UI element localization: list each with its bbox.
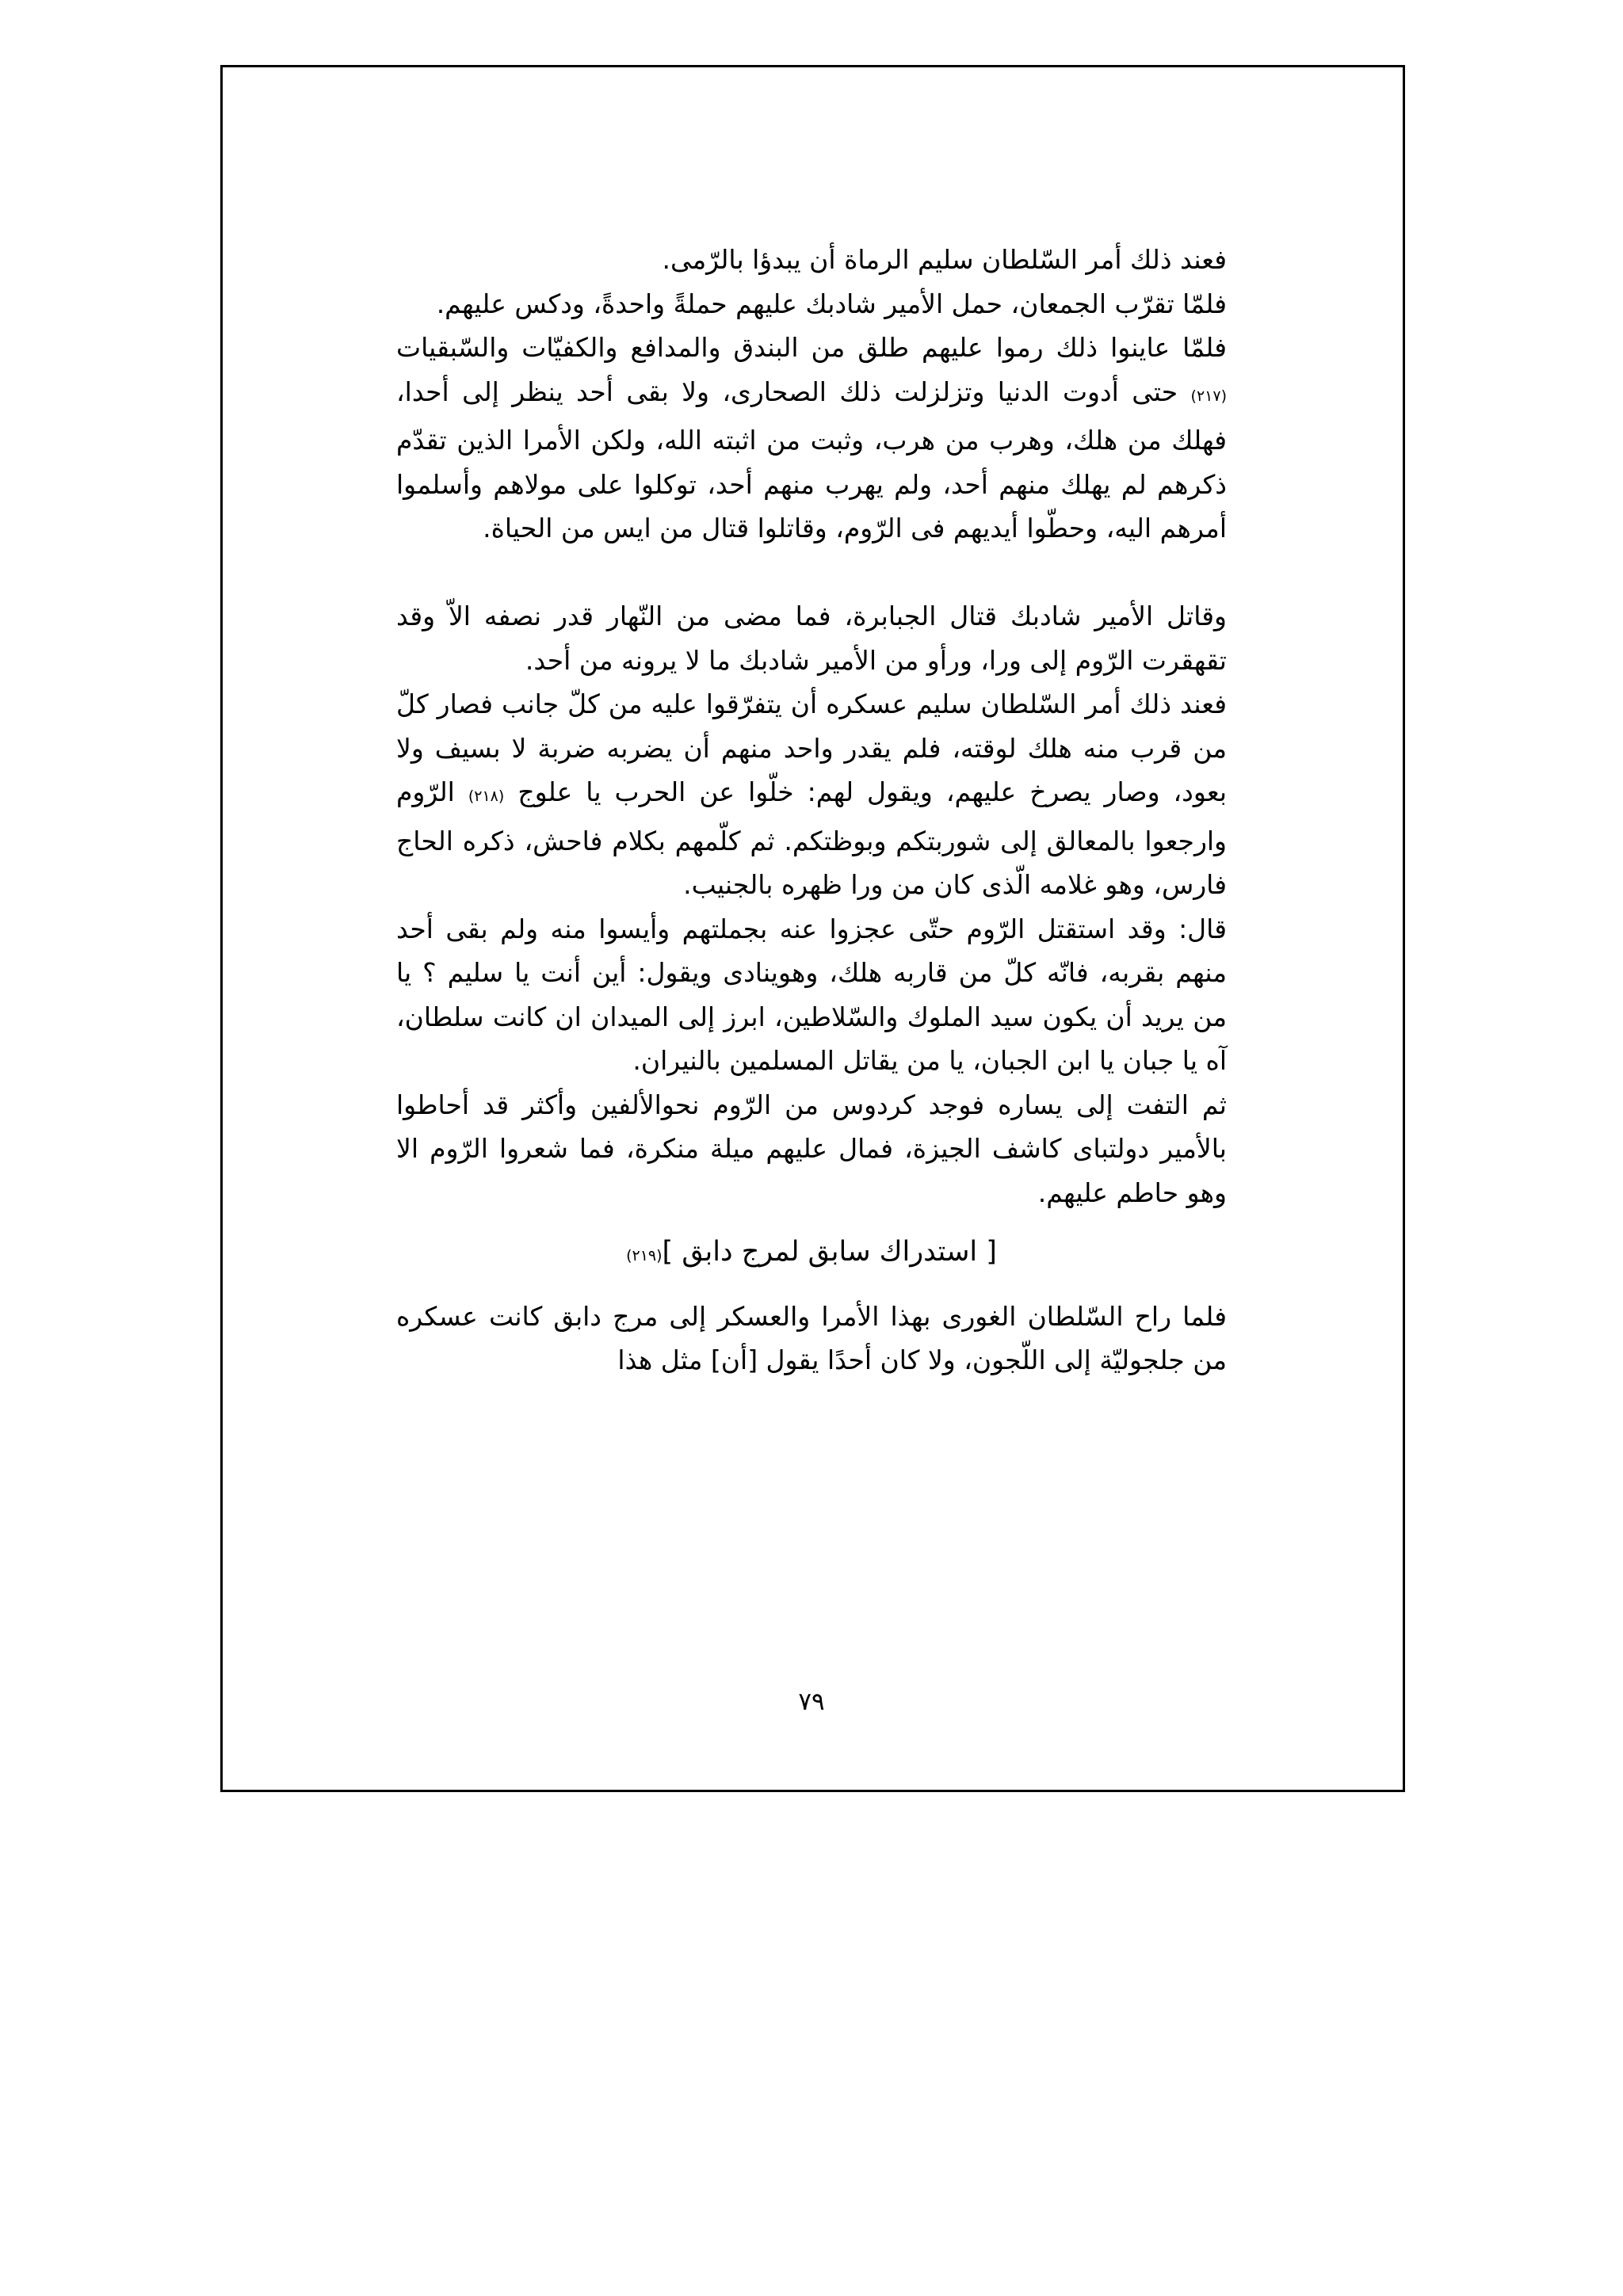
section-heading [396, 1215, 1227, 1295]
paragraph-1: فعند ذلك أمر السّلطان سليم الرماة أن يبدؤا بالرّمى. [662, 244, 1227, 275]
footnote-marker-218: (٢١٨) [468, 788, 505, 805]
paragraph-5-text-start: فعند ذلك أمر السّلطان سليم عسكره أن يتفرّقوا عليه من كلّ جانب فصار كلّ من قرب منه هلك لوقته، فلم يقدر واحد منهم أن يضربه ضربة لا بسيف ولا بعود، وصار يصرخ عليهم، ويقول لهم: خلّوا عن الحرب يا علوج [396, 688, 1228, 807]
paragraph-gap [396, 551, 1227, 595]
paragraph-3 [396, 326, 1227, 551]
paragraph-5-text-end: الرّوم وارجعوا بالمعالق إلى شوربتكم وبوظتكم. ثم كلّمهم بكلام فاحش، ذكره الحاج فارس، وهو غلامه الّذى كان من ورا ظهره بالجنيب. [396, 776, 1227, 900]
footnote-marker-219: (٢١٩) [626, 1247, 663, 1264]
paragraph-4: وقاتل الأمير شادبك قتال الجبابرة، فما مضى من النّهار قدر نصفه الاّ وقد تقهقرت الرّوم إلى ورا، ورأو من الأمير شادبك ما لا يرونه من أحد. [396, 601, 1227, 676]
footnote-marker-217: (٢١٧) [1190, 387, 1227, 405]
paragraph-5 [396, 682, 1227, 907]
section-heading-text: [ استدراك سابق لمرج دابق ] [662, 1236, 997, 1268]
page-number: ٧٩ [798, 1688, 825, 1716]
paragraph-8: فلما راح السّلطان الغورى بهذا الأمرا والعسكر إلى مرج دابق كانت عسكره من جلجوليّة إلى اللّجون، ولا كان أحدًا يقول [أن] مثل هذا [396, 1300, 1227, 1375]
paragraph-6: قال: وقد استقتل الرّوم حتّى عجزوا عنه بجملتهم وأيسوا منه ولم بقى أحد منهم بقربه، فانّه كلّ من قاربه هلك، وهوينادى ويقول: أين أنت يا سليم ؟ يا من يريد أن يكون سيد الملوك والسّلاطين، ابرز إلى الميدان ان كانت سلطان، آه يا جبان يا ابن الجبان، يا من يقاتل المسلمين بالنيران. [396, 913, 1227, 1076]
paragraph-3-text-end: حتى أدوت الدنيا وتزلزلت ذلك الصحارى، ولا بقى أحد ينظر إلى أحدا، فهلك من هلك، وهرب من هرب، وثبت من اثبته الله، ولكن الأمرا الذين تقدّم ذكرهم لم يهلك منهم أحد، ولم يهرب منهم أحد، توكلوا على مولاهم وأسلموا أمرهم اليه، وحطّوا أيديهم فى الرّوم، وقاتلوا قتال من ايس من الحياة. [396, 376, 1227, 543]
paragraph-3-text-start: فلمّا عاينوا ذلك رموا عليهم طلق من البندق والمدافع والكفيّات والسّبقيات [396, 332, 1227, 363]
paragraph-7: ثم التفت إلى يساره فوجد كردوس من الرّوم نحوالألفين وأكثر قد أحاطوا بالأمير دولتباى كاشف الجيزة، فمال عليهم ميلة منكرة، فما شعروا الرّوم الا وهو حاطم عليهم. [396, 1089, 1227, 1208]
page-body [396, 238, 1227, 1383]
paragraph-2: فلمّا تقرّب الجمعان، حمل الأمير شادبك عليهم حملةً واحدةً، ودكس عليهم. [436, 288, 1227, 319]
